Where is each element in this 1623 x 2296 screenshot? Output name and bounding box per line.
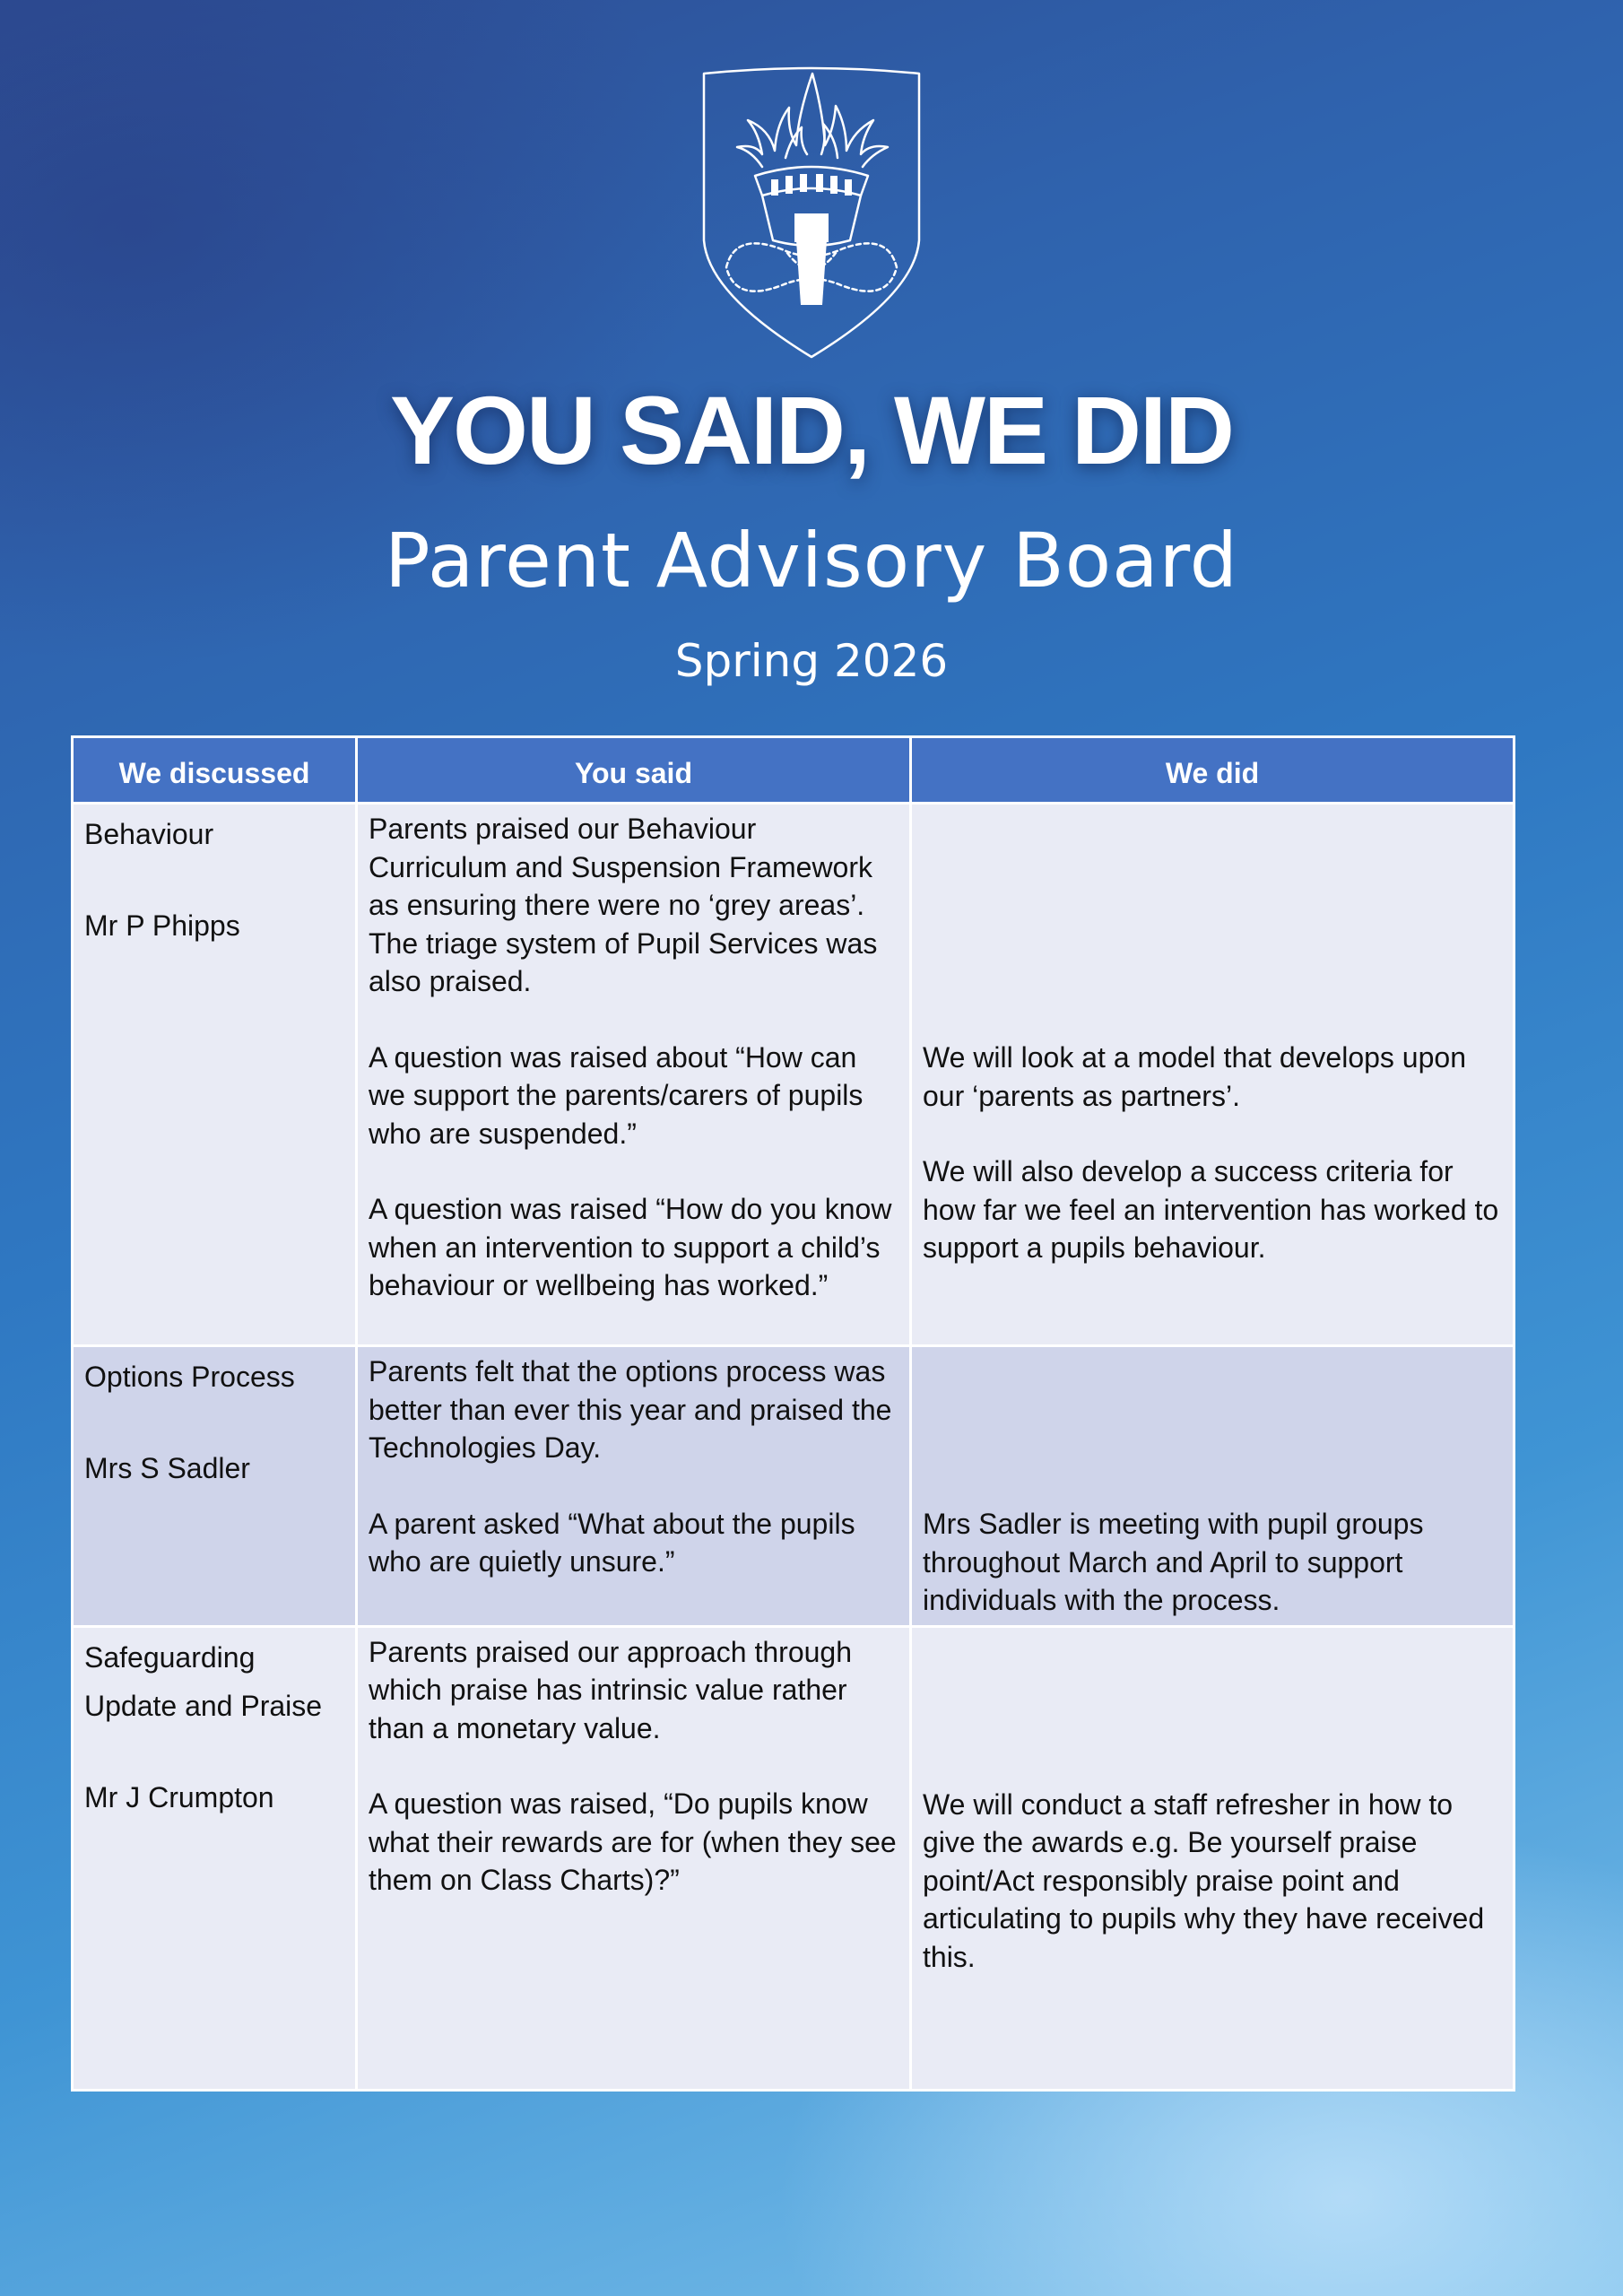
topic-lead: Mr J Crumpton: [84, 1780, 274, 1813]
school-crest-torch-icon: [699, 61, 924, 361]
you-said-paragraph: A question was raised about “How can we support the parents/carers of pupils who are suspended.”: [369, 1040, 864, 1150]
column-header-you-said: You said: [357, 737, 911, 804]
table-header-row: [73, 737, 1515, 804]
we-did-cell: [911, 804, 1515, 1346]
table-row-options-process: [73, 1346, 1515, 1627]
you-said-paragraph: A question was raised “How do you know when an intervention to support a child’s behaviour or wellbeing has worked.”: [369, 1193, 892, 1301]
you-said-paragraph: Parents praised our approach through which praise has intrinsic value rather than a monetary value.: [369, 1635, 853, 1744]
topic-lead: Mr P Phipps: [84, 909, 240, 942]
topic-cell: [73, 1626, 357, 2090]
topic-title: Update and Praise: [84, 1689, 323, 1722]
column-header-we-discussed: We discussed: [73, 737, 357, 804]
we-did-paragraph: We will also develop a success criteria for how far we feel an intervention has worked to support a pupils behaviour.: [923, 1155, 1499, 1264]
you-said-paragraph: A question was raised, “Do pupils know what their rewards are for (when they see them on Class Charts)?”: [369, 1787, 897, 1896]
we-did-paragraph: Mrs Sadler is meeting with pupil groups throughout March and April to support individuals with the process.: [923, 1508, 1424, 1616]
table-row-behaviour: [73, 804, 1515, 1346]
you-said-paragraph: A parent asked “What about the pupils who are quietly unsure.”: [369, 1507, 855, 1578]
page-subtitle: Parent Advisory Board: [385, 517, 1238, 604]
we-did-paragraph: We will look at a model that develops upon our ‘parents as partners’.: [923, 1041, 1466, 1112]
you-said-cell: [357, 804, 911, 1346]
topic-cell: [73, 804, 357, 1346]
page-title: YOU SAID, WE DID: [389, 376, 1234, 484]
topic-lead: Mrs S Sadler: [84, 1452, 250, 1484]
topic-title: Safeguarding: [84, 1640, 256, 1674]
table-row-safeguarding: [73, 1626, 1515, 2090]
we-did-cell: [911, 1346, 1515, 1627]
we-did-cell: [911, 1626, 1515, 2090]
you-said-paragraph: Parents praised our Behaviour Curriculum and Suspension Framework as ensuring there were no ‘grey areas’. The triage system of Pupil Services was also praised.: [369, 813, 878, 997]
topic-cell: [73, 1346, 357, 1627]
feedback-table: [71, 735, 1515, 2092]
you-said-cell: [357, 1346, 911, 1627]
you-said-cell: [357, 1626, 911, 2090]
you-said-paragraph: Parents felt that the options process was better than ever this year and praised the Technologies Day.: [369, 1355, 892, 1464]
topic-title: Behaviour: [84, 818, 214, 850]
column-header-we-did: We did: [911, 737, 1515, 804]
we-did-paragraph: We will conduct a staff refresher in how to give the awards e.g. Be yourself praise point/Act responsibly praise point and articulating to pupils why they have received this.: [923, 1787, 1485, 1973]
term-label: Spring 2026: [674, 635, 949, 687]
topic-title: Options Process: [84, 1361, 295, 1393]
